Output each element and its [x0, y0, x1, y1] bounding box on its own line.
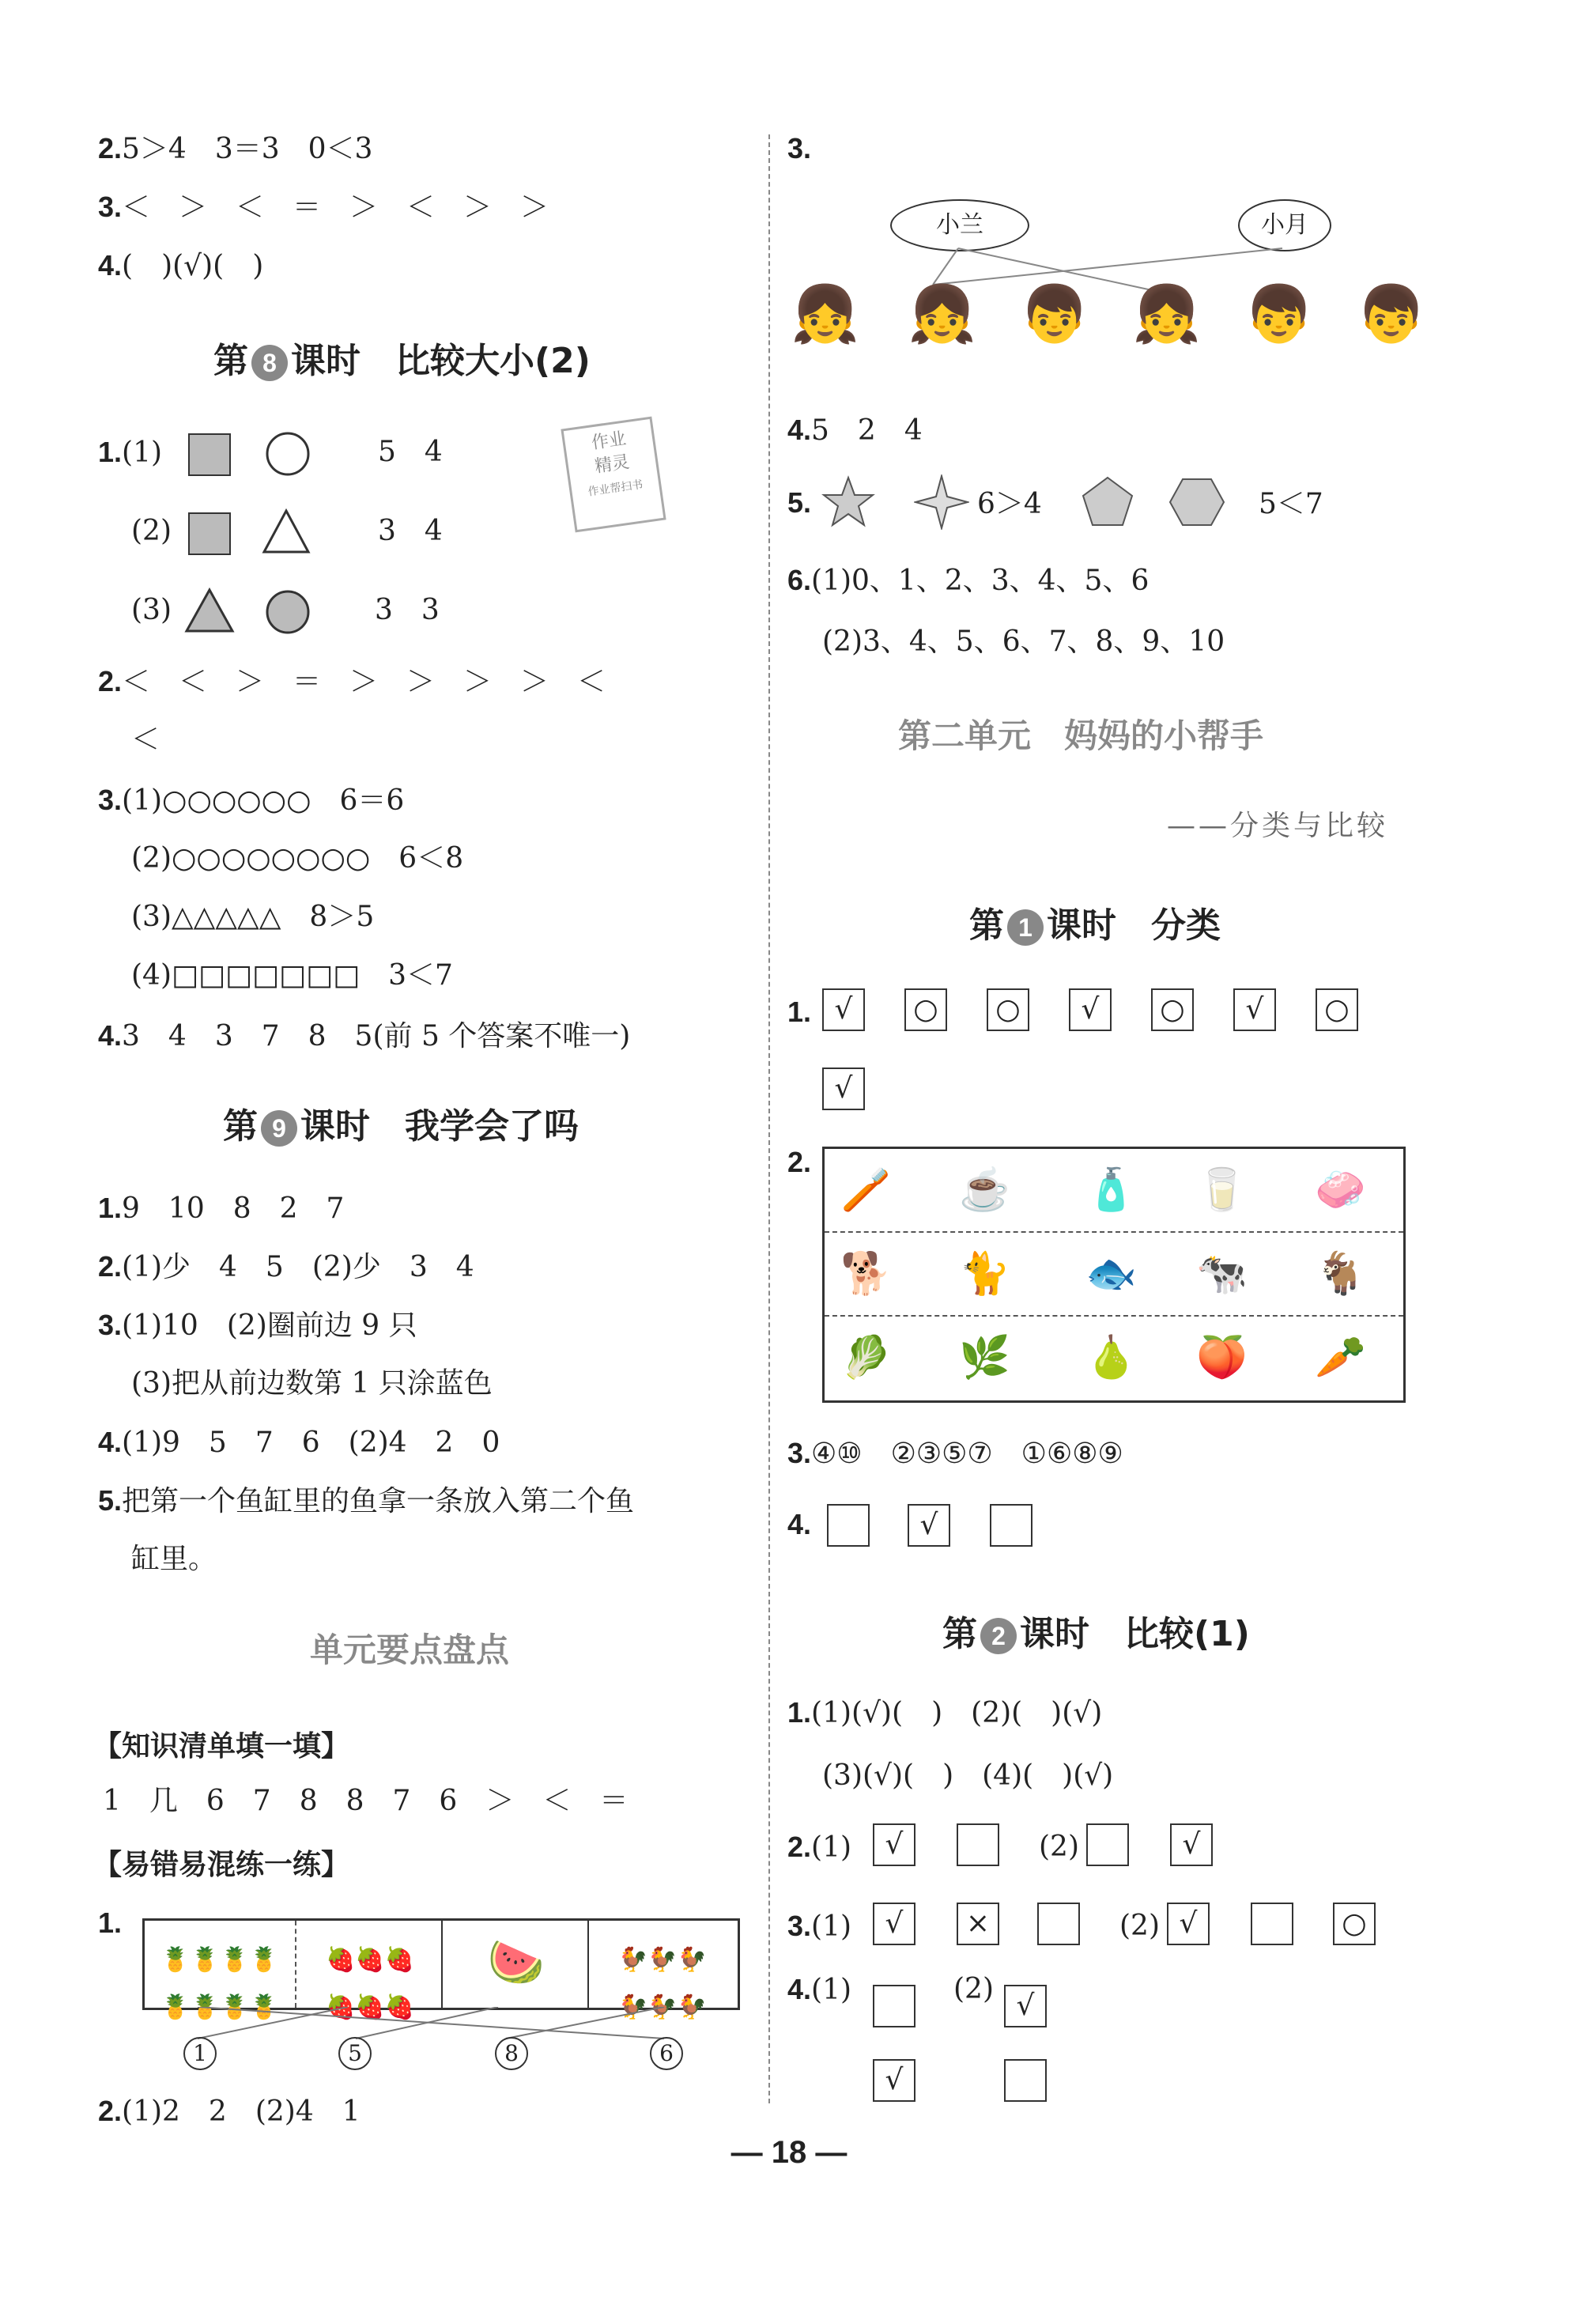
answer-box: √	[873, 1903, 915, 1945]
pineapple-icon: 🍍🍍🍍🍍 🍍🍍🍍🍍	[160, 1946, 279, 2021]
strawberry-icon: 🍓🍓🍓 🍓🍓🍓	[325, 1946, 415, 2021]
q1-row-2-numbers: 3 4	[378, 515, 443, 547]
left-r2	[98, 1248, 474, 1287]
answer-text: (1)○○○○○○ 6＝6	[122, 784, 405, 817]
lesson-number-badge: 1	[1007, 909, 1044, 946]
q1-row-3-label: (3)	[131, 594, 172, 626]
pear-icon: 🍐	[1085, 1334, 1137, 1381]
answer-number: 1.	[787, 1696, 812, 1729]
answer-box: √	[908, 1504, 950, 1547]
answer-text: 5 2 4	[811, 414, 923, 447]
answer-number: 4.	[98, 1019, 123, 1052]
left-q3-c: (3)△△△△△ 8＞5	[131, 901, 375, 933]
hexagon-icon	[1168, 474, 1225, 530]
left-answer-2	[98, 130, 372, 168]
gray-square-icon	[188, 433, 231, 476]
child-icon: 👧	[908, 282, 977, 346]
title-text: 课时 比较(1)	[1020, 1614, 1250, 1654]
stamp-line: 作业	[590, 429, 628, 454]
dog-icon: 🐕	[840, 1250, 892, 1298]
cat-icon: 🐈	[959, 1250, 1010, 1298]
answer-text: ＜ ＞ ＜ ＝ ＞ ＜ ＞ ＞	[122, 191, 549, 224]
child-icon: 👧	[1132, 282, 1202, 346]
c3-label-2: (2)	[1119, 1910, 1160, 1942]
star-icon	[821, 474, 876, 530]
answer-box: √	[873, 2059, 915, 2102]
page-number-value: 18	[771, 2135, 807, 2170]
answer-number: 1.	[787, 996, 812, 1028]
child-icon: 👧	[791, 282, 860, 346]
q1-row-1	[98, 433, 162, 472]
answer-text: (1)(√)( ) (2)( )(√)	[811, 1697, 1103, 1729]
lesson-number-badge: 8	[251, 345, 288, 381]
mistake-heading: 【易错易混练一练】	[93, 1849, 350, 1881]
unit-2-title: 第二单元 妈妈的小帮手	[898, 716, 1264, 755]
answer-number: 3.	[98, 784, 123, 816]
answer-text: (1)0、1、2、3、4、5、6	[811, 565, 1150, 597]
left-answer-3	[98, 188, 549, 227]
answer-box: √	[822, 1068, 865, 1110]
right-a5	[787, 484, 811, 523]
answer-number: 1.	[98, 1906, 123, 1939]
left-answer-4	[98, 247, 263, 285]
answer-number: 4.	[787, 414, 812, 446]
left-q3-d: (4)□□□□□□□ 3＜7	[131, 959, 453, 992]
answer-number: 1.	[98, 436, 123, 468]
answer-number: 3.	[98, 191, 123, 223]
answer-number: 2.	[98, 132, 123, 164]
answer-box: √	[1004, 1985, 1047, 2027]
answer-number: 5.	[98, 1484, 123, 1517]
stamp-line: 精灵	[593, 452, 631, 478]
c2-label-2: (2)	[1039, 1831, 1079, 1863]
left-q3	[98, 781, 404, 820]
left-r5	[98, 1482, 634, 1521]
m1-label	[98, 1904, 122, 1943]
answer-box: ○	[1333, 1903, 1376, 1945]
title-text: 课时 分类	[1047, 905, 1221, 946]
celery-icon: 🌿	[959, 1334, 1010, 1381]
circle-icon	[264, 430, 311, 478]
soap-icon: 🧼	[1315, 1166, 1366, 1214]
name-bubble-xiaolan: 小兰	[890, 199, 1029, 251]
fruit-animal-box	[142, 1918, 740, 2021]
sub-label: (1)	[122, 436, 163, 469]
answer-number: 2.	[98, 1250, 123, 1283]
answer-text: ＜ ＜ ＞ ＝ ＞ ＞ ＞ ＞ ＜	[122, 666, 606, 698]
answer-text: 9 10 8 2 7	[122, 1192, 345, 1225]
cabbage-icon: 🥬	[840, 1334, 892, 1381]
answer-text: (1)少 4 5 (2)少 3 4	[122, 1251, 474, 1283]
right-a3	[787, 130, 811, 168]
sub-label: (1)	[811, 1974, 852, 2006]
carrot-icon: 🥕	[1315, 1334, 1366, 1381]
left-q2	[98, 663, 606, 701]
answer-number: 4.	[98, 249, 123, 282]
answer-box	[1004, 2059, 1047, 2102]
name-lines	[791, 237, 1423, 300]
child-icon: 👦	[1020, 282, 1089, 346]
unit-review-title: 单元要点盘点	[310, 1631, 510, 1669]
cow-icon: 🐄	[1196, 1250, 1248, 1298]
left-m2	[98, 2092, 361, 2131]
answer-text: ④⑩ ②③⑤⑦ ①⑥⑧⑨	[811, 1438, 1123, 1470]
left-q4	[98, 1017, 630, 1056]
answer-box	[957, 1823, 999, 1866]
circled-number: 1	[183, 2037, 217, 2070]
answer-box: √	[1233, 988, 1276, 1031]
answer-text: 把第一个鱼缸里的鱼拿一条放入第二个鱼	[122, 1485, 635, 1517]
title-prefix: 第	[969, 905, 1004, 946]
rooster-icon: 🐓🐓🐓 🐓🐓🐓	[617, 1946, 708, 2021]
left-q2-cont: ＜	[131, 724, 160, 756]
a5-comparison-2: 5＜7	[1259, 488, 1323, 520]
sub-label: (1)	[811, 1831, 852, 1864]
cup-icon: ☕	[959, 1166, 1010, 1214]
gray-triangle-icon	[183, 587, 236, 634]
left-r1	[98, 1189, 344, 1228]
answer-number: 2.	[787, 1831, 812, 1863]
right-c3	[787, 1907, 851, 1946]
right-a6-cont: (2)3、4、5、6、7、8、9、10	[822, 625, 1225, 658]
right-b3	[787, 1434, 1123, 1473]
right-b1	[787, 993, 811, 1032]
left-r5-cont: 缸里。	[131, 1543, 217, 1575]
watermelon-icon: 🍉	[487, 1935, 546, 1989]
q1-row-2-label: (2)	[131, 515, 172, 547]
title-prefix: 第	[942, 1614, 977, 1654]
title-text: 课时 比较大小(2)	[291, 341, 591, 381]
right-b4	[787, 1506, 811, 1544]
title-prefix: 第	[213, 341, 248, 381]
answer-number: 6.	[787, 564, 812, 596]
left-r4	[98, 1423, 500, 1462]
answer-box	[873, 1985, 915, 2027]
answer-box	[990, 1504, 1032, 1547]
lesson-number-badge: 9	[261, 1110, 297, 1147]
answer-number: 1.	[98, 1192, 123, 1224]
lesson-8-title	[213, 332, 591, 383]
right-a4	[787, 411, 923, 450]
peach-icon: 🍑	[1196, 1334, 1248, 1381]
answer-number: 3.	[787, 132, 812, 164]
q1-row-3-numbers: 3 3	[375, 594, 440, 626]
right-a6	[787, 561, 1149, 600]
answer-number: 3.	[787, 1910, 812, 1942]
answer-text: 3 4 3 7 8 5(前 5 个答案不唯一)	[122, 1020, 631, 1052]
fish-icon: 🐟	[1085, 1250, 1137, 1298]
pentagon-icon	[1080, 474, 1135, 530]
toothpaste-icon: 🧴	[1085, 1166, 1137, 1214]
a5-comparison-1: 6＞4	[977, 488, 1042, 520]
answer-text: 5＞4 3＝3 0＜3	[122, 133, 373, 165]
answer-text: (1)10 (2)圈前边 9 只	[122, 1309, 417, 1342]
title-text: 课时 我学会了吗	[300, 1106, 579, 1147]
circled-number: 5	[338, 2037, 372, 2070]
page-number: — 18 —	[730, 2135, 848, 2170]
answer-number: 3.	[787, 1437, 812, 1469]
answer-number: 4.	[787, 1973, 812, 2005]
gray-square-icon	[188, 512, 231, 555]
answer-number: 3.	[98, 1309, 123, 1341]
answer-number: 4.	[98, 1426, 123, 1458]
stamp-logo	[561, 417, 666, 533]
right-c1-cont: (3)(√)( ) (4)( )(√)	[822, 1759, 1114, 1792]
goat-icon: 🐐	[1315, 1250, 1366, 1298]
right-c4	[787, 1971, 851, 2009]
c4-label-2: (2)	[953, 1973, 994, 2005]
answer-text: (1)9 5 7 6 (2)4 2 0	[122, 1427, 500, 1459]
q1-row-1-numbers: 5 4	[378, 436, 443, 468]
answer-box: ○	[1316, 988, 1358, 1031]
answer-number: 2.	[787, 1146, 812, 1178]
lesson-9-title	[223, 1098, 579, 1148]
gray-circle-icon	[264, 588, 311, 636]
lesson-2-title	[942, 1605, 1250, 1656]
right-c1	[787, 1694, 1102, 1733]
column-divider	[768, 134, 770, 2103]
left-r3-cont: (3)把从前边数第 1 只涂蓝色	[131, 1367, 493, 1400]
answer-box: √	[873, 1823, 915, 1866]
answer-box: √	[1069, 988, 1112, 1031]
triangle-icon	[261, 508, 311, 555]
answer-box: ×	[957, 1903, 999, 1945]
lesson-1-title	[969, 897, 1221, 947]
right-b2	[787, 1143, 811, 1182]
answer-box	[827, 1504, 870, 1547]
answer-box	[1037, 1903, 1080, 1945]
four-point-star-icon	[914, 474, 969, 530]
answer-number: 2.	[98, 2095, 123, 2127]
answer-box: √	[1167, 1903, 1210, 1945]
name-bubble-xiaoyue: 小月	[1238, 199, 1331, 251]
answer-box	[1251, 1903, 1293, 1945]
knowledge-heading: 【知识清单填一填】	[93, 1730, 350, 1763]
answer-number: 2.	[98, 665, 123, 697]
answer-box: √	[822, 988, 865, 1031]
left-r3	[98, 1306, 417, 1345]
answer-text: ( )(√)( )	[122, 250, 264, 282]
title-prefix: 第	[223, 1106, 258, 1147]
left-q3-b: (2)○○○○○○○○ 6＜8	[131, 842, 464, 875]
answer-number: 5.	[787, 486, 812, 519]
answer-box	[1086, 1823, 1129, 1866]
child-icon: 👦	[1357, 282, 1426, 346]
answer-box: ○	[904, 988, 947, 1031]
knowledge-answers: 1 几 6 7 8 8 7 6 ＞ ＜ ＝	[103, 1785, 629, 1817]
lesson-number-badge: 2	[980, 1618, 1017, 1654]
child-icon: 👦	[1244, 282, 1314, 346]
unit-2-subtitle: ——分类与比较	[1167, 810, 1389, 842]
answer-box: ○	[987, 988, 1029, 1031]
classification-grid	[822, 1147, 1406, 1403]
answer-box: √	[1170, 1823, 1213, 1866]
stamp-line: 作业帮扫书	[587, 478, 644, 499]
sub-label: (1)	[811, 1910, 852, 1943]
answer-text: (1)2 2 (2)4 1	[122, 2095, 361, 2128]
toothbrush-icon: 🪥	[840, 1166, 892, 1214]
circled-number: 6	[650, 2037, 683, 2070]
circled-number: 8	[495, 2037, 528, 2070]
answer-box: ○	[1151, 988, 1194, 1031]
milk-carton-icon: 🥛	[1196, 1166, 1248, 1214]
right-c2	[787, 1828, 851, 1867]
answer-number: 4.	[787, 1508, 812, 1540]
